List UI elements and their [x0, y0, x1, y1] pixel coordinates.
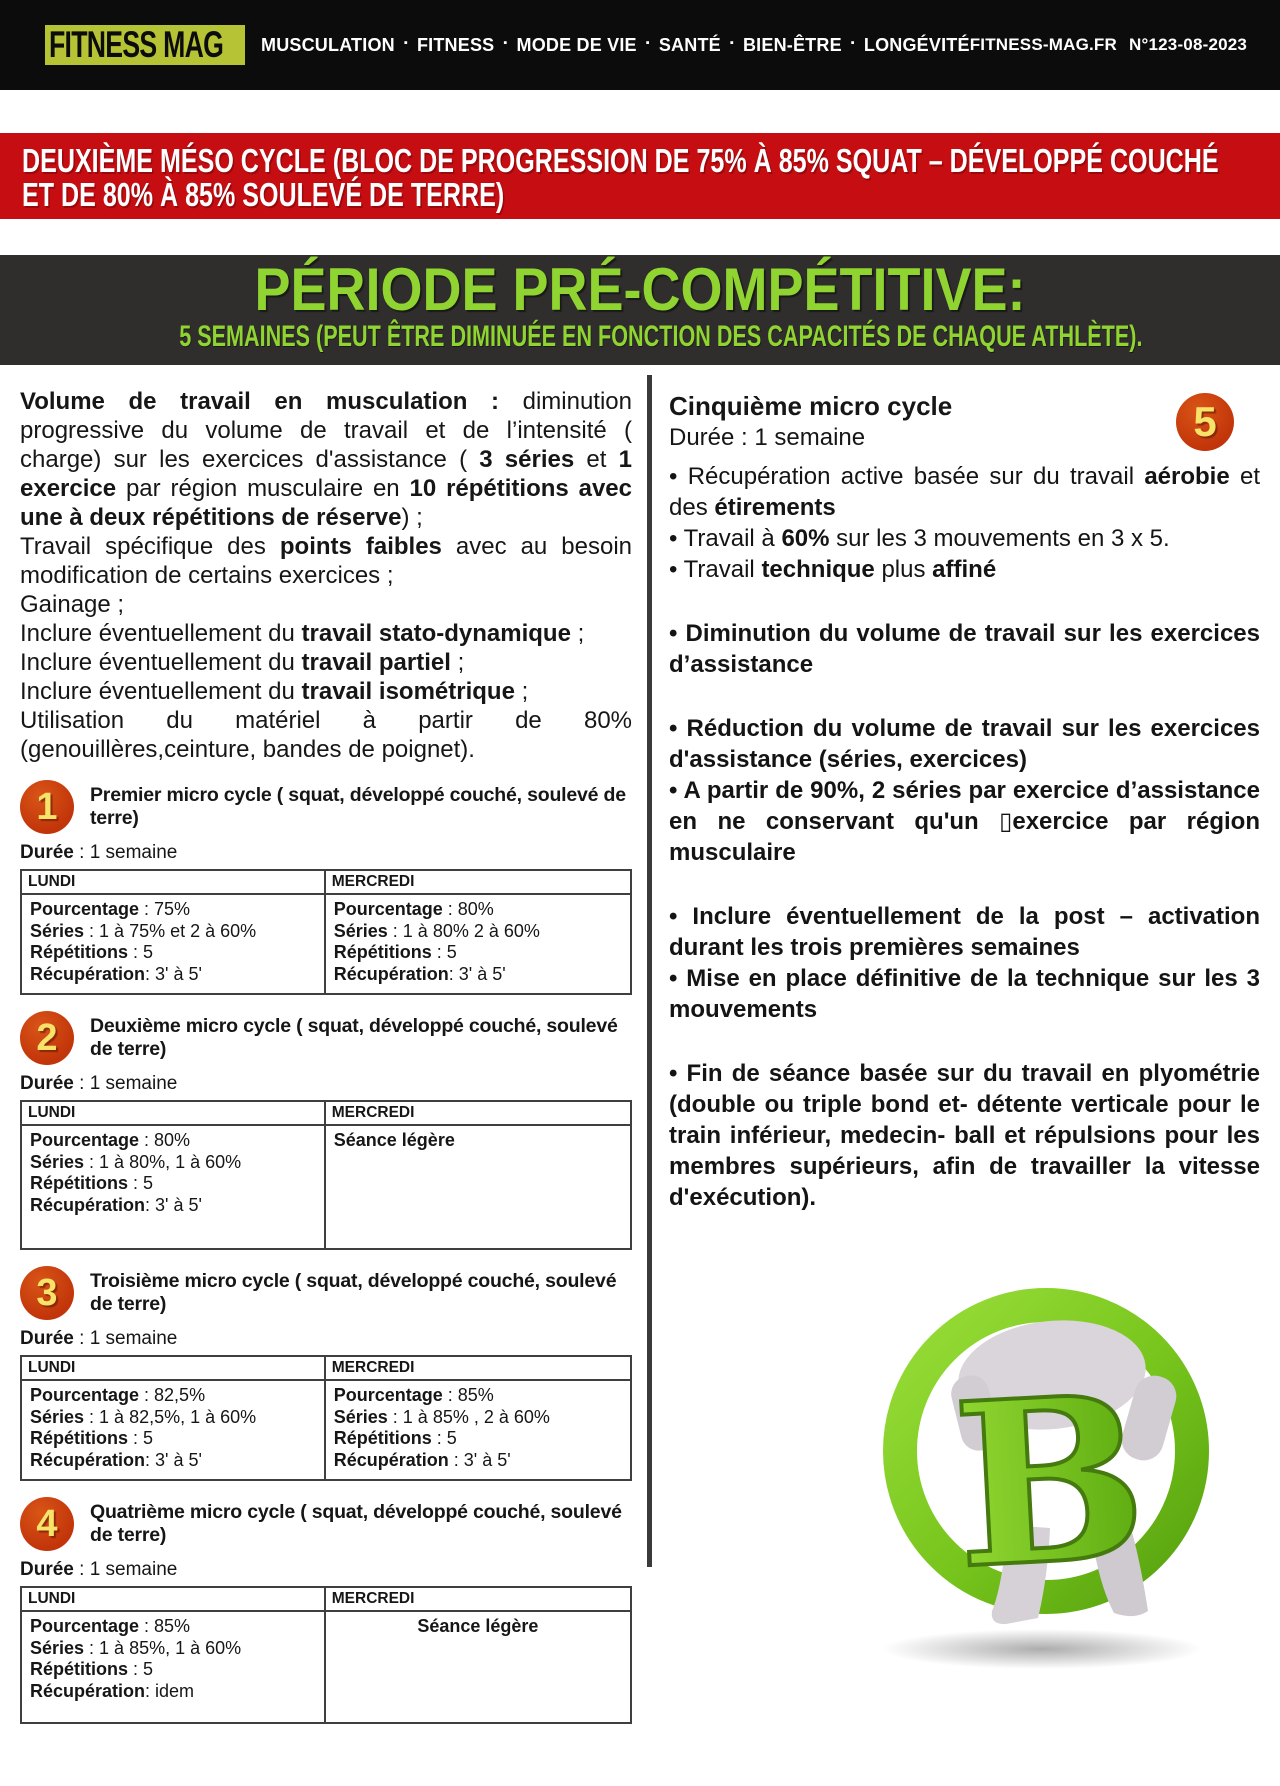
meso-cycle-banner-line2: ET DE 80% À 85% SOULEVÉ DE TERRE) [22, 176, 505, 213]
nav-item: SANTÉ [658, 34, 721, 55]
text-segment: : 5 [128, 1173, 154, 1193]
text-segment: : 1 à 85% , 2 à 60% [387, 1406, 550, 1427]
nav-separator: ▪ [850, 37, 855, 49]
logo-letter-b: B [948, 1346, 1153, 1620]
bullet-item [669, 523, 1260, 554]
column-header-lundi: LUNDI [21, 1587, 325, 1611]
cycle-duration [20, 1559, 632, 1581]
text-segment: • Travail à [669, 525, 782, 552]
mercredi-cell-content [334, 1616, 622, 1716]
bullet-item [669, 618, 1260, 680]
text-segment: : 5 [431, 942, 457, 962]
text-segment: : 1 semaine [73, 1559, 178, 1580]
table-line [334, 942, 622, 964]
text-segment: Séries [333, 1406, 388, 1427]
text-segment: Pourcentage [30, 899, 140, 919]
table-body-row [21, 1380, 631, 1480]
lundi-cell-content [30, 899, 316, 987]
cycle-heading [20, 1266, 632, 1320]
text-segment: • Fin de séance basée sur du travail en plyométrie (double ou triple bond et- détente verticale pour le train inférieur, medecin- ball et répulsions pour les membres supérieurs, afin de travailler la vitesse d'exécution). [669, 1060, 1260, 1211]
text-segment: • A partir de 90%, 2 séries par exercice d’assistance en ne conservant qu'un ▯exercice par région musculaire [669, 777, 1260, 866]
text-segment: Inclure éventuellement du [20, 649, 302, 676]
table-line [30, 964, 316, 986]
lundi-cell [21, 1611, 325, 1723]
text-segment: : 82,5% [139, 1385, 206, 1405]
text-segment: Utilisation du matériel à partir de 80% (genouillères,ceinture, bandes de poignet). [20, 707, 632, 763]
meso-cycle-banner-line1: DEUXIÈME MÉSO CYCLE (BLOC DE PROGRESSION DE 75% À 85% SQUAT – DÉVELOPPÉ COUCHÉ [22, 142, 1219, 179]
text-segment: Séries [30, 1637, 85, 1658]
table-line [334, 1450, 622, 1472]
text-segment: • Récupération active basée sur du travail [669, 463, 1145, 490]
lundi-cell [21, 1125, 325, 1249]
text-segment: ) ; [401, 504, 423, 531]
cycle-number-badge: 2 [20, 1011, 74, 1065]
cycle-duration [20, 1328, 632, 1350]
text-segment: 3 séries [479, 446, 575, 473]
text-segment: : 3' à 5' [448, 963, 506, 984]
cycle-duration [20, 842, 632, 864]
text-segment: Récupération [30, 1194, 146, 1215]
table-line [334, 1616, 622, 1638]
meso-cycle-banner [0, 133, 1280, 219]
text-segment: : 75% [139, 899, 191, 919]
page-content [0, 365, 1280, 1724]
category-nav [261, 35, 970, 56]
mercredi-cell-content [334, 899, 622, 987]
column-header-mercredi: MERCREDI [325, 1587, 631, 1611]
schedule-table [20, 869, 632, 995]
lundi-cell-content [30, 1385, 316, 1473]
mercredi-cell [325, 1380, 631, 1480]
text-segment: 1 exercice [20, 446, 632, 502]
text-segment: Récupération [30, 1680, 146, 1701]
bullet-item [669, 461, 1260, 523]
schedule-table [20, 1100, 632, 1250]
text-segment: Pourcentage [333, 899, 443, 919]
lundi-cell [21, 894, 325, 994]
cycle-heading [20, 780, 632, 834]
text-segment: plus [874, 556, 933, 583]
text-segment: Séries [30, 1151, 85, 1172]
text-segment: Séance légère [333, 1130, 455, 1150]
text-segment: Pourcentage [333, 1385, 443, 1405]
micro-cycle-sections [20, 780, 632, 1724]
text-segment: Répétitions [30, 1173, 129, 1193]
fifth-cycle-duration: Durée : 1 semaine [669, 424, 866, 451]
intro-paragraph [20, 387, 632, 532]
column-header-lundi: LUNDI [21, 1101, 325, 1125]
text-segment: Répétitions [30, 1659, 129, 1679]
mercredi-cell-content [334, 1385, 622, 1473]
text-segment: Pourcentage [30, 1616, 140, 1636]
table-line [30, 1173, 316, 1195]
table-header-row [21, 870, 631, 894]
micro-cycle-section [20, 1011, 632, 1250]
column-header-lundi: LUNDI [21, 870, 325, 894]
cycle-title: Troisième micro cycle ( squat, développé couché, soulevé de terre) [90, 1270, 617, 1315]
text-segment: Séries [30, 1406, 85, 1427]
table-line [30, 1450, 316, 1472]
logo-shadow [882, 1629, 1202, 1669]
bullet-item [669, 901, 1260, 963]
intro-paragraph [20, 619, 632, 648]
text-segment: Séance légère [417, 1616, 539, 1636]
text-segment: : 3' à 5' [448, 1449, 511, 1470]
text-segment: : 5 [128, 1428, 154, 1448]
column-header-mercredi: MERCREDI [325, 1356, 631, 1380]
table-line [30, 899, 316, 921]
table-line [334, 1407, 622, 1429]
text-segment: ; [450, 649, 465, 676]
bullet-item [669, 963, 1260, 1025]
text-segment: : 85% [139, 1616, 191, 1636]
text-segment: • Mise en place définitive de la technique sur les 3 mouvements [669, 965, 1260, 1023]
nav-separator: ▪ [645, 37, 650, 49]
text-segment: • Travail [669, 556, 762, 583]
text-segment: Inclure éventuellement du [20, 678, 302, 705]
table-line [30, 1659, 316, 1681]
bullet-list [669, 461, 1260, 1213]
table-line [30, 1407, 316, 1429]
bullet-item [669, 1058, 1260, 1213]
table-line [334, 1428, 622, 1450]
text-segment: Répétitions [30, 1428, 129, 1448]
text-segment: : 1 à 85%, 1 à 60% [84, 1637, 242, 1658]
text-segment: : 3' à 5' [145, 1194, 202, 1215]
text-segment: 60% [781, 525, 830, 552]
site-url: FITNESS-MAG.FR [969, 35, 1117, 54]
text-segment: : 1 à 80%, 1 à 60% [84, 1151, 242, 1172]
table-line [30, 1385, 316, 1407]
mercredi-cell [325, 1611, 631, 1723]
column-header-mercredi: MERCREDI [325, 1101, 631, 1125]
table-line [30, 1195, 316, 1217]
text-segment: Récupération [333, 1449, 449, 1470]
issue-info [970, 35, 1247, 55]
left-column [20, 365, 632, 1724]
micro-cycle-section [20, 1497, 632, 1724]
text-segment: Durée [20, 1073, 74, 1094]
cycle-title: Quatrième micro cycle ( squat, développé couché, soulevé de terre) [90, 1501, 622, 1546]
schedule-table [20, 1586, 632, 1724]
text-segment: et des [669, 463, 1260, 521]
fifth-cycle-header [669, 391, 1260, 453]
text-segment: ; [514, 678, 529, 705]
bullet-item [669, 554, 1260, 585]
text-segment: : 85% [442, 1385, 494, 1405]
lundi-cell [21, 1380, 325, 1480]
text-segment: : 80% [442, 899, 494, 919]
text-segment: : 3' à 5' [145, 1449, 202, 1470]
text-segment: Répétitions [333, 942, 432, 962]
table-body-row [21, 1611, 631, 1723]
nav-item: BIEN-ÊTRE [742, 34, 842, 55]
text-segment: Séries [333, 920, 388, 941]
text-segment: Travail spécifique des [20, 533, 280, 560]
micro-cycle-section [20, 1266, 632, 1481]
mercredi-cell-content [334, 1130, 622, 1242]
text-segment: affiné [932, 556, 997, 583]
text-segment: par région musculaire en [116, 475, 410, 502]
text-segment: : 5 [431, 1428, 457, 1448]
text-segment: Répétitions [30, 942, 129, 962]
table-line [334, 1385, 622, 1407]
text-segment: : 1 semaine [73, 842, 178, 863]
cycle-number-badge: 1 [20, 780, 74, 834]
magazine-logo-text: FITNESS MAG [49, 24, 224, 65]
text-segment: étirements [714, 494, 836, 521]
micro-cycle-section [20, 780, 632, 995]
text-segment: Récupération [30, 963, 146, 984]
text-segment: • Réduction du volume de travail sur les exercices d'assistance (séries, exercices) [669, 715, 1260, 773]
nav-item: MODE DE VIE [516, 34, 637, 55]
lundi-cell-content [30, 1130, 316, 1242]
text-segment: Volume de travail en musculation : [20, 388, 523, 415]
intro-paragraph [20, 648, 632, 677]
column-divider [647, 375, 652, 1567]
table-line [334, 1130, 622, 1152]
nav-separator: ▪ [503, 37, 508, 49]
table-line [30, 921, 316, 943]
text-segment: et [574, 446, 619, 473]
text-segment: • Inclure éventuellement de la post – activation durant les trois premières semaines [669, 903, 1260, 961]
cycle-duration [20, 1073, 632, 1095]
table-header-row [21, 1356, 631, 1380]
table-line [334, 964, 622, 986]
table-body-row [21, 894, 631, 994]
cycle-number-badge: 3 [20, 1266, 74, 1320]
header-bar [0, 0, 1280, 90]
text-segment: : 5 [128, 942, 154, 962]
nav-separator: ▪ [729, 37, 734, 49]
bullet-item [669, 713, 1260, 775]
text-segment: Pourcentage [30, 1385, 140, 1405]
text-segment: : 80% [139, 1130, 191, 1150]
text-segment: sur les 3 mouvements en 3 x 5. [829, 525, 1170, 552]
text-segment: Récupération [333, 963, 449, 984]
text-segment: aérobie [1144, 463, 1230, 490]
schedule-table [20, 1355, 632, 1481]
text-segment: Durée [20, 1328, 74, 1349]
cycle-heading [20, 1011, 632, 1065]
table-header-row [21, 1101, 631, 1125]
period-banner [0, 255, 1280, 365]
nav-item: FITNESS [416, 34, 495, 55]
text-segment: Inclure éventuellement du [20, 620, 302, 647]
table-line [30, 1681, 316, 1703]
table-line [334, 899, 622, 921]
text-segment: Récupération [30, 1449, 146, 1470]
text-segment: 10 répétitions avec une à deux répétitions de réserve [20, 475, 632, 531]
intro-paragraph [20, 706, 632, 764]
text-segment: technique [761, 556, 875, 583]
text-segment: travail partiel [301, 649, 451, 676]
period-title: PÉRIODE PRÉ-COMPÉTITIVE: [254, 256, 1026, 323]
text-segment: : 1 semaine [73, 1328, 178, 1349]
text-segment: : idem [145, 1680, 195, 1701]
right-column [669, 365, 1260, 1724]
mercredi-cell [325, 1125, 631, 1249]
table-line [30, 1130, 316, 1152]
text-segment: : 3' à 5' [145, 963, 202, 984]
intro-paragraph [20, 677, 632, 706]
intro-text [20, 387, 632, 764]
cycle-number-badge: 4 [20, 1497, 74, 1551]
text-segment: : 1 à 75% et 2 à 60% [84, 920, 257, 941]
nav-item: MUSCULATION [261, 34, 395, 55]
text-segment: : 1 à 82,5%, 1 à 60% [84, 1406, 257, 1427]
intro-paragraph [20, 532, 632, 590]
nav-separator: ▪ [403, 37, 408, 49]
cycle-heading [20, 1497, 632, 1551]
table-line [30, 1638, 316, 1660]
brand-logo-svg [870, 1263, 1222, 1675]
table-header-row [21, 1587, 631, 1611]
nav-item: LONGÉVITÉ [863, 34, 970, 55]
text-segment: travail isométrique [301, 678, 515, 705]
brand-logo-3d [870, 1263, 1222, 1675]
text-segment: ; [570, 620, 585, 647]
text-segment: : 1 semaine [73, 1073, 178, 1094]
magazine-logo [45, 25, 245, 65]
table-line [30, 942, 316, 964]
table-body-row [21, 1125, 631, 1249]
period-subtitle: 5 SEMAINES (PEUT ÊTRE DIMINUÉE EN FONCTION DES CAPACITÉS DE CHAQUE ATHLÈTE). [179, 320, 1143, 353]
text-segment: points faibles [279, 533, 442, 560]
bullet-item [669, 775, 1260, 868]
text-segment: avec au besoin modification de certains exercices ; [20, 533, 632, 589]
table-line [30, 1616, 316, 1638]
text-segment: : 1 à 80% 2 à 60% [387, 920, 540, 941]
text-segment: Pourcentage [30, 1130, 140, 1150]
text-segment: • Diminution du volume de travail sur les exercices d’assistance [669, 620, 1260, 678]
text-segment: Gainage ; [20, 591, 125, 618]
cycle-title: Deuxième micro cycle ( squat, développé couché, soulevé de terre) [90, 1015, 618, 1060]
intro-paragraph [20, 590, 632, 619]
text-segment: Séries [30, 920, 85, 941]
text-segment: Répétitions [333, 1428, 432, 1448]
text-segment: travail stato-dynamique [301, 620, 571, 647]
fifth-cycle-title: Cinquième micro cycle [669, 391, 953, 421]
table-line [334, 921, 622, 943]
table-line [30, 1152, 316, 1174]
cycle-title: Premier micro cycle ( squat, développé couché, soulevé de terre) [90, 784, 626, 829]
table-line [30, 1428, 316, 1450]
text-segment: Durée [20, 842, 74, 863]
cycle-5-badge: 5 [1176, 393, 1234, 451]
issue-number: N°123-08-2023 [1129, 35, 1248, 54]
text-segment: : 5 [128, 1659, 154, 1679]
mercredi-cell [325, 894, 631, 994]
text-segment: Durée [20, 1559, 74, 1580]
column-header-mercredi: MERCREDI [325, 870, 631, 894]
text-segment: diminution progressive du volume de travail et de l’intensité ( charge) sur les exercices d'assistance ( [20, 388, 632, 473]
column-header-lundi: LUNDI [21, 1356, 325, 1380]
lundi-cell-content [30, 1616, 316, 1716]
